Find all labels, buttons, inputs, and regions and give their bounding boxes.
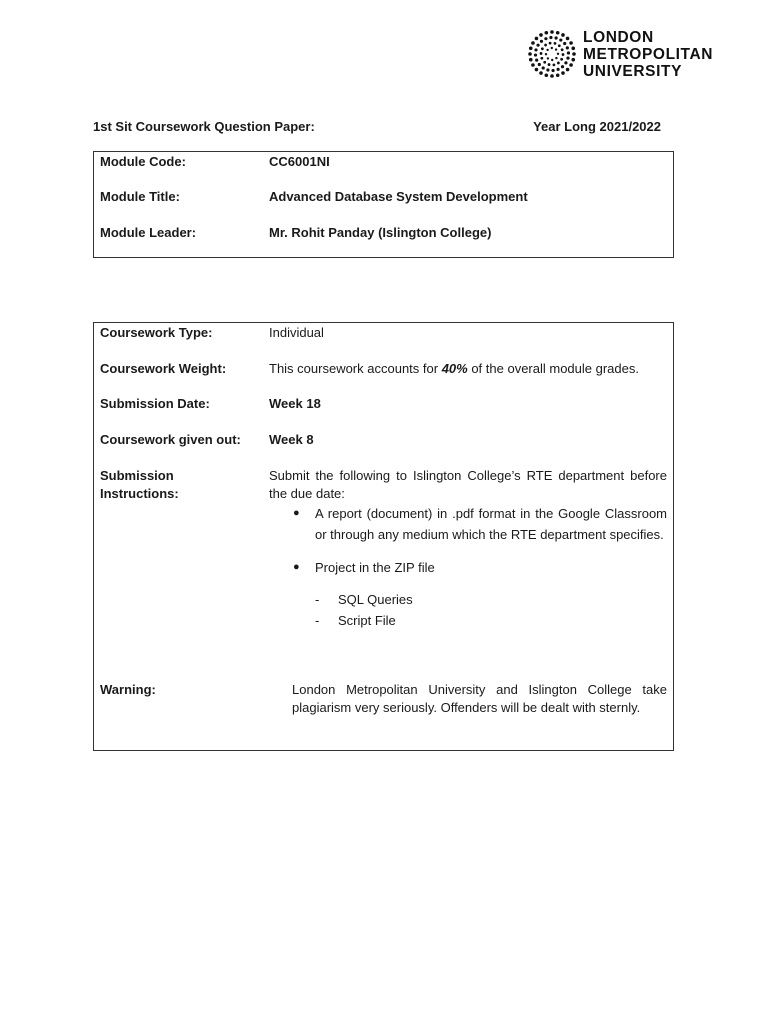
logo-dot [545,31,549,35]
logo-dot [549,42,552,45]
logo-dot [566,46,569,49]
module-leader-value: Mr. Rohit Panday (Islington College) [269,225,492,240]
coursework-info-table [93,322,674,751]
logo-dot [544,37,547,40]
module-title-value: Advanced Database System Development [269,189,528,204]
logo-dot [543,61,546,64]
module-code-label: Module Code: [100,154,186,169]
logo-dot [564,61,567,64]
given-out-label: Coursework given out: [100,432,241,447]
logo-dot [553,63,556,66]
logo-dot [569,63,573,67]
logo-dot [566,68,570,72]
weight-text-pre: This coursework accounts for [269,361,442,376]
logo-dot [539,71,543,75]
logo-line-1: LONDON [583,28,654,46]
coursework-weight-label: Coursework Weight: [100,361,227,376]
logo-dot [551,59,553,61]
logo-dot [544,44,547,47]
logo-dot [557,53,559,55]
logo-dot [538,63,541,66]
logo-dot [535,58,538,61]
logo-dot [555,48,557,50]
logo-dot [539,33,543,37]
logo-dot [566,37,570,41]
warning-label: Warning: [100,682,156,697]
paper-type: 1st Sit Coursework Question Paper: [93,119,315,134]
instructions-label-line-2: Instructions: [100,486,179,501]
weight-text-post: of the overall module grades. [467,361,639,376]
dash-item: - Script File [269,610,667,631]
submission-date-value: Week 18 [269,396,321,411]
logo-dot [566,56,569,59]
instructions-intro: Submit the following to Islington College’s RTE department before the due date: [269,468,667,501]
logo-dot [550,74,554,78]
logo-dot [545,73,549,77]
logo-dot [546,68,549,71]
logo-dot [535,68,539,72]
logo-dot [549,36,552,39]
weight-percentage: 40% [441,361,468,376]
logo-dot [534,53,537,56]
module-code-value: CC6001NI [269,154,330,169]
logo-dot [550,30,554,34]
zip-contents-list [269,589,667,631]
logo-dot-ring-icon [527,29,577,79]
logo-dot [541,47,544,50]
logo-dot [542,66,545,69]
logo-dot [562,53,565,56]
logo-dot [571,58,575,62]
logo-dot [569,41,573,45]
logo-dot [560,58,563,61]
instructions-label-line-1: Submission [100,468,174,483]
logo-dot [557,62,560,65]
logo-line-2: METROPOLITAN [583,45,714,63]
university-logo [527,4,723,104]
logo-wordmark [583,29,713,80]
logo-dot [548,63,551,66]
paper-header [93,119,661,134]
logo-dot [535,37,539,41]
coursework-type-label: Coursework Type: [100,325,213,340]
logo-dot [528,52,532,56]
logo-dot [551,47,553,49]
logo-dot [529,47,533,51]
warning-text: London Metropolitan University and Islington College take plagiarism very seriously. Offenders will be dealt with sternly. [292,682,667,715]
logo-dot [559,38,562,41]
logo-dot [555,57,557,59]
logo-dot [531,41,535,45]
logo-dot [561,33,565,37]
coursework-weight-value [269,360,667,378]
given-out-value: Week 8 [269,432,314,447]
logo-dot [529,58,533,62]
logo-dot [554,36,557,39]
logo-dot [540,57,543,60]
logo-dot [556,73,560,77]
logo-dot [561,65,564,68]
dash-item: - SQL Queries [269,589,667,610]
module-info-table [93,151,674,258]
logo-dot [547,57,549,59]
module-title-label: Module Title: [100,189,180,204]
logo-dot [561,48,564,51]
logo-line-3: UNIVERSITY [583,62,683,80]
logo-dot [556,68,559,71]
logo-dot [531,63,535,67]
bullet-item: ● A report (document) in .pdf format in the Google Classroom or through any medium which the RTE department specifies. [269,503,667,545]
submission-date-label: Submission Date: [100,396,210,411]
logo-dot [563,42,566,45]
academic-year: Year Long 2021/2022 [533,119,661,134]
logo-dot [554,42,557,45]
bullet-item: ● Project in the ZIP file [269,557,667,578]
logo-dot [561,71,565,75]
logo-dot [572,52,576,56]
logo-dot [540,52,543,55]
logo-dot [546,49,548,51]
coursework-type-value: Individual [269,325,324,340]
instructions-bullet-list [269,503,667,578]
logo-dot [545,53,547,55]
logo-dot [540,40,543,43]
logo-dot [556,31,560,35]
submission-instructions-label [100,467,265,503]
submission-instructions-value [269,467,667,631]
logo-dot [571,47,575,51]
logo-dot [551,69,554,72]
logo-dot [567,51,570,54]
logo-dot [558,44,561,47]
module-leader-label: Module Leader: [100,225,197,240]
logo-dot [534,48,537,51]
logo-dot [536,44,539,47]
